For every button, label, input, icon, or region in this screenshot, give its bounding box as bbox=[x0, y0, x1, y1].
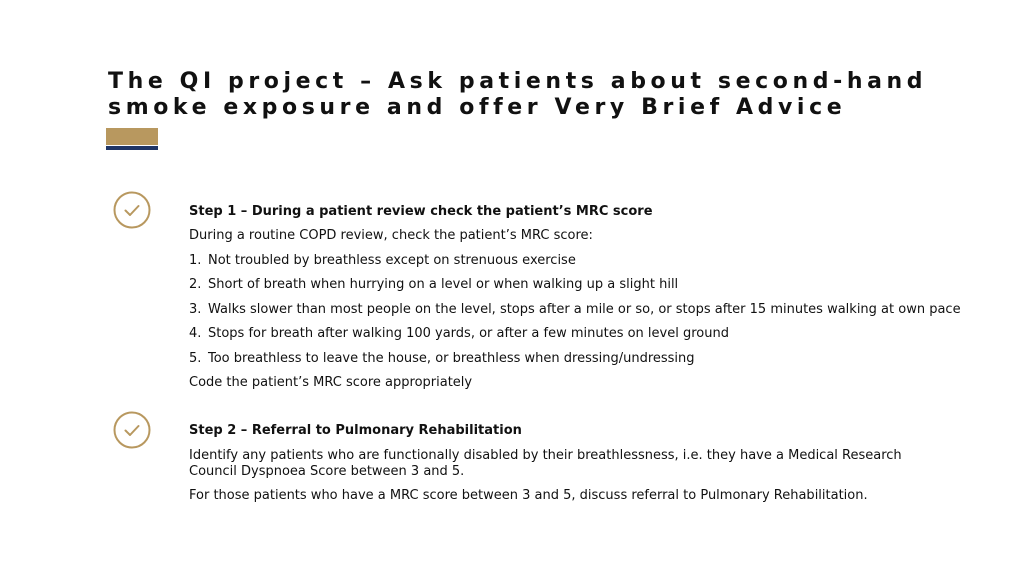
step-2-paragraph: For those patients who have a MRC score between 3 and 5, discuss referral to Pulmonary Rehabilitation. bbox=[189, 488, 868, 503]
check-circle-icon bbox=[113, 191, 151, 229]
check-circle-icon bbox=[113, 411, 151, 449]
list-item bbox=[189, 326, 909, 342]
list-item-text: Stops for breath after walking 100 yards, or after a few minutes on level ground bbox=[208, 326, 729, 341]
list-item-text: Too breathless to leave the house, or breathless when dressing/undressing bbox=[208, 350, 695, 366]
step-1 bbox=[189, 203, 961, 392]
list-number: 3. bbox=[189, 301, 202, 317]
step-1-heading: Step 1 – During a patient review check the patient’s MRC score bbox=[189, 203, 653, 219]
list-item-text: Walks slower than most people on the level, stops after a mile or so, or stops after 15 minutes walking at own pace bbox=[208, 301, 961, 317]
title-accent-bar bbox=[106, 128, 158, 145]
list-item bbox=[189, 301, 961, 318]
slide-title: The QI project – Ask patients about second-hand smoke exposure and offer Very Brief Advice bbox=[108, 69, 928, 120]
list-number: 4. bbox=[189, 326, 202, 341]
step-2-heading: Step 2 – Referral to Pulmonary Rehabilitation bbox=[189, 423, 522, 438]
step-1-outro: Code the patient’s MRC score appropriately bbox=[189, 375, 473, 390]
step-2-paragraph: Identify any patients who are functionally disabled by their breathlessness, i.e. they have a Medical Research Council Dyspnoea Score between 3 and 5. bbox=[189, 447, 902, 479]
list-item-text: Not troubled by breathless except on strenuous exercise bbox=[208, 252, 576, 268]
list-item bbox=[189, 277, 909, 293]
title-accent-line bbox=[106, 146, 158, 150]
list-item bbox=[189, 351, 909, 367]
list-number: 1. bbox=[189, 252, 202, 268]
list-item-text: Short of breath when hurrying on a level or when walking up a slight hill bbox=[208, 277, 679, 292]
list-item bbox=[189, 253, 909, 269]
mrc-score-list bbox=[189, 252, 961, 367]
list-number: 5. bbox=[189, 350, 202, 366]
list-number: 2. bbox=[189, 277, 202, 292]
step-1-intro: During a routine COPD review, check the patient’s MRC score: bbox=[189, 228, 593, 243]
step-2 bbox=[189, 423, 909, 504]
